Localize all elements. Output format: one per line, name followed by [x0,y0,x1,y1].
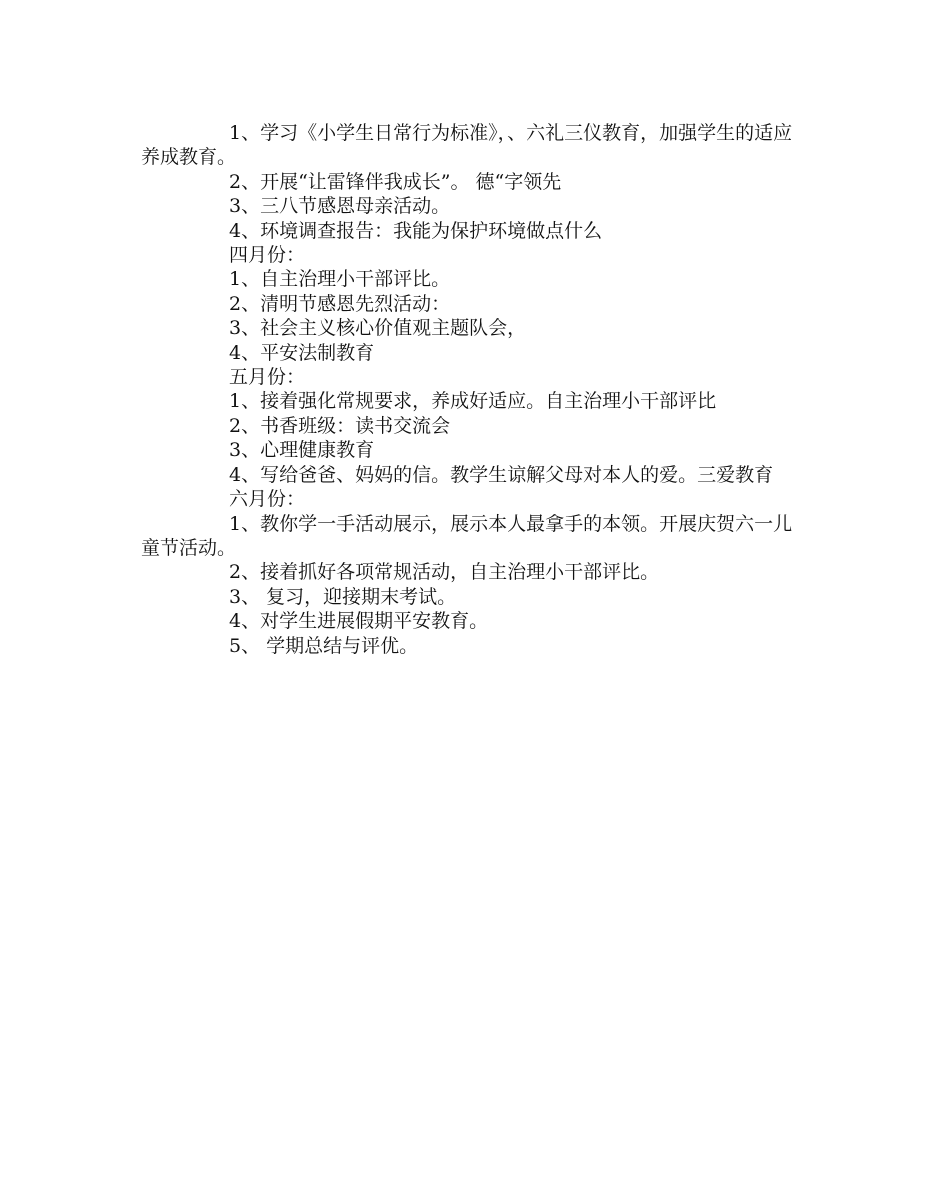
paragraph-june-5: 5、 学期总结与评优。 [229,634,419,657]
paragraph-may-1: 1、接着强化常规要求，养成好适应。自主治理小干部评比 [229,390,717,413]
paragraph-june-2: 2、接着抓好各项常规活动，自主治理小干部评比。 [229,561,660,584]
paragraph-april-2: 2、清明节感恩先烈活动： [229,292,451,315]
paragraph-june-1: 1、教你学一手活动展示，展示本人最拿手的本领。开展庆贺六一儿童节活动。 [141,512,793,559]
section-heading-may: 五月份： [229,366,306,389]
paragraph-may-2: 2、书香班级：读书交流会 [229,414,451,437]
paragraph-may-3: 3、心理健康教育 [229,439,375,462]
paragraph-3: 3、三八节感恩母亲活动。 [229,195,451,218]
paragraph-1: 1、学习《小学生日常行为标准》，、六礼三仪教育，加强学生的适应养成教育。 [141,122,793,169]
section-heading-june: 六月份： [229,488,306,511]
paragraph-june-3: 3、 复习，迎接期末考试。 [229,585,457,608]
paragraph-2: 2、开展“让雷锋伴我成长”。 德“字领先 [229,170,562,193]
paragraph-april-1: 1、自主治理小干部评比。 [229,268,451,291]
paragraph-may-4: 4、写给爸爸、妈妈的信。教学生谅解父母对本人的爱。三爱教育 [229,463,774,486]
paragraph-4: 4、环境调查报告：我能为保护环境做点什么 [229,219,603,242]
paragraph-june-4: 4、对学生进展假期平安教育。 [229,610,489,633]
document-body [141,121,811,658]
section-heading-april: 四月份： [229,244,306,267]
paragraph-april-3: 3、社会主义核心价值观主题队会， [229,317,527,340]
paragraph-april-4: 4、平安法制教育 [229,341,375,364]
